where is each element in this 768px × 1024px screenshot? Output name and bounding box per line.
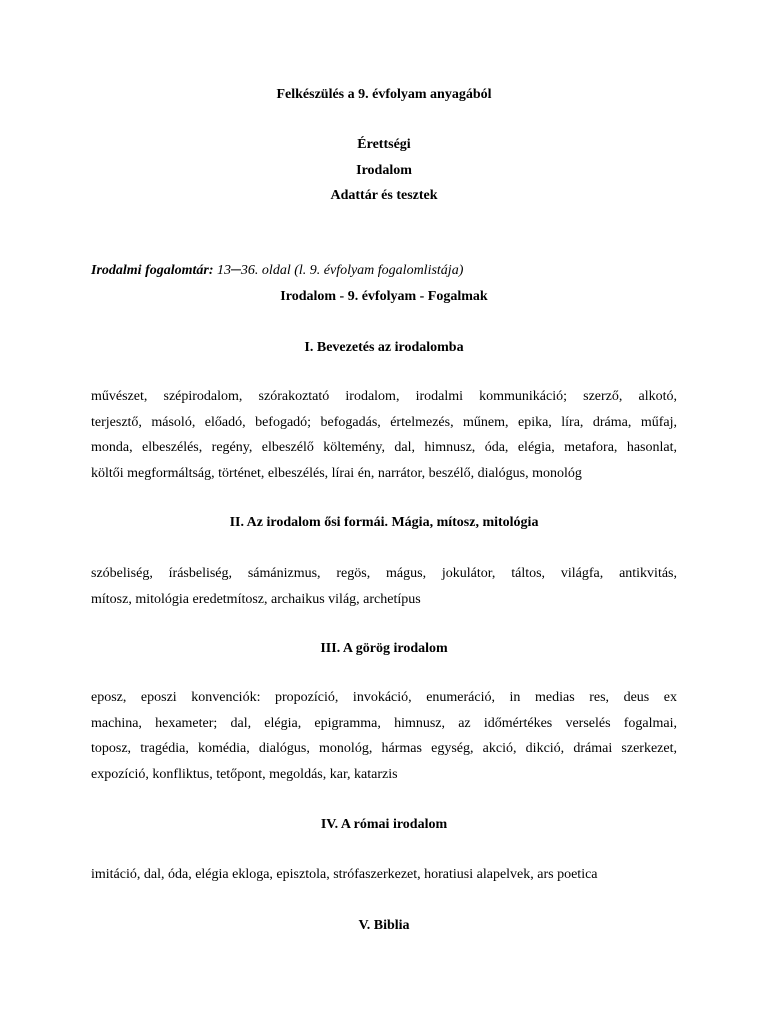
body-line: toposz, tragédia, komédia, dialógus, monológ, hármas egység, akció, dikció, drámai szerkezet,	[91, 741, 677, 756]
reference-text: 13─36. oldal (l. 9. évfolyam fogalomlistája)	[213, 263, 464, 278]
section-heading-2: II. Az irodalom ősi formái. Mágia, mítosz, mitológia	[229, 515, 539, 530]
section-body-1	[91, 384, 677, 486]
section-heading-3: III. A görög irodalom	[320, 641, 448, 656]
body-line: eposz, eposzi konvenciók: propozíció, invokáció, enumeráció, in medias res, deus ex	[91, 690, 677, 705]
body-line: monda, elbeszélés, regény, elbeszélő költemény, dal, himnusz, óda, elégia, metafora, hasonlat,	[91, 440, 677, 455]
body-line: művészet, szépirodalom, szórakoztató irodalom, irodalmi kommunikáció; szerző, alkotó,	[91, 389, 677, 404]
subtitle-erettsegi: Érettségi	[357, 137, 411, 152]
document-title: Felkészülés a 9. évfolyam anyagából	[276, 87, 492, 102]
subtitle-adattar: Adattár és tesztek	[330, 188, 438, 203]
section-heading-1: I. Bevezetés az irodalomba	[304, 340, 464, 355]
body-line: machina, hexameter; dal, elégia, epigramma, himnusz, az időmértékes verselés fogalmai,	[91, 715, 677, 731]
section-body-2	[91, 561, 677, 612]
body-line: terjesztő, másoló, előadó, befogadó; befogadás, értelmezés, műnem, epika, líra, dráma, műfaj,	[91, 414, 677, 430]
section-heading-4: IV. A római irodalom	[320, 817, 448, 832]
subtitle-irodalom: Irodalom	[356, 163, 412, 178]
body-line: költői megformáltság, történet, elbeszélés, lírai én, narrátor, beszélő, dialógus, monológ	[91, 465, 582, 481]
section-body-3	[91, 685, 677, 787]
body-line: szóbeliség, írásbeliség, sámánizmus, regös, mágus, jokulátor, táltos, világfa, antikvitás,	[91, 566, 677, 581]
body-line: imitáció, dal, óda, elégia ekloga, episztola, strófaszerkezet, horatiusi alapelvek, ars poetica	[91, 867, 598, 882]
body-line: mítosz, mitológia eredetmítosz, archaikus világ, archetípus	[91, 591, 421, 607]
doc-heading: Irodalom - 9. évfolyam - Fogalmak	[280, 289, 488, 304]
reference-line	[91, 262, 677, 280]
body-line: expozíció, konfliktus, tetőpont, megoldás, kar, katarzis	[91, 766, 398, 782]
reference-label: Irodalmi fogalomtár:	[91, 263, 214, 278]
section-heading-5: V. Biblia	[358, 918, 410, 933]
section-body-4	[91, 862, 677, 888]
